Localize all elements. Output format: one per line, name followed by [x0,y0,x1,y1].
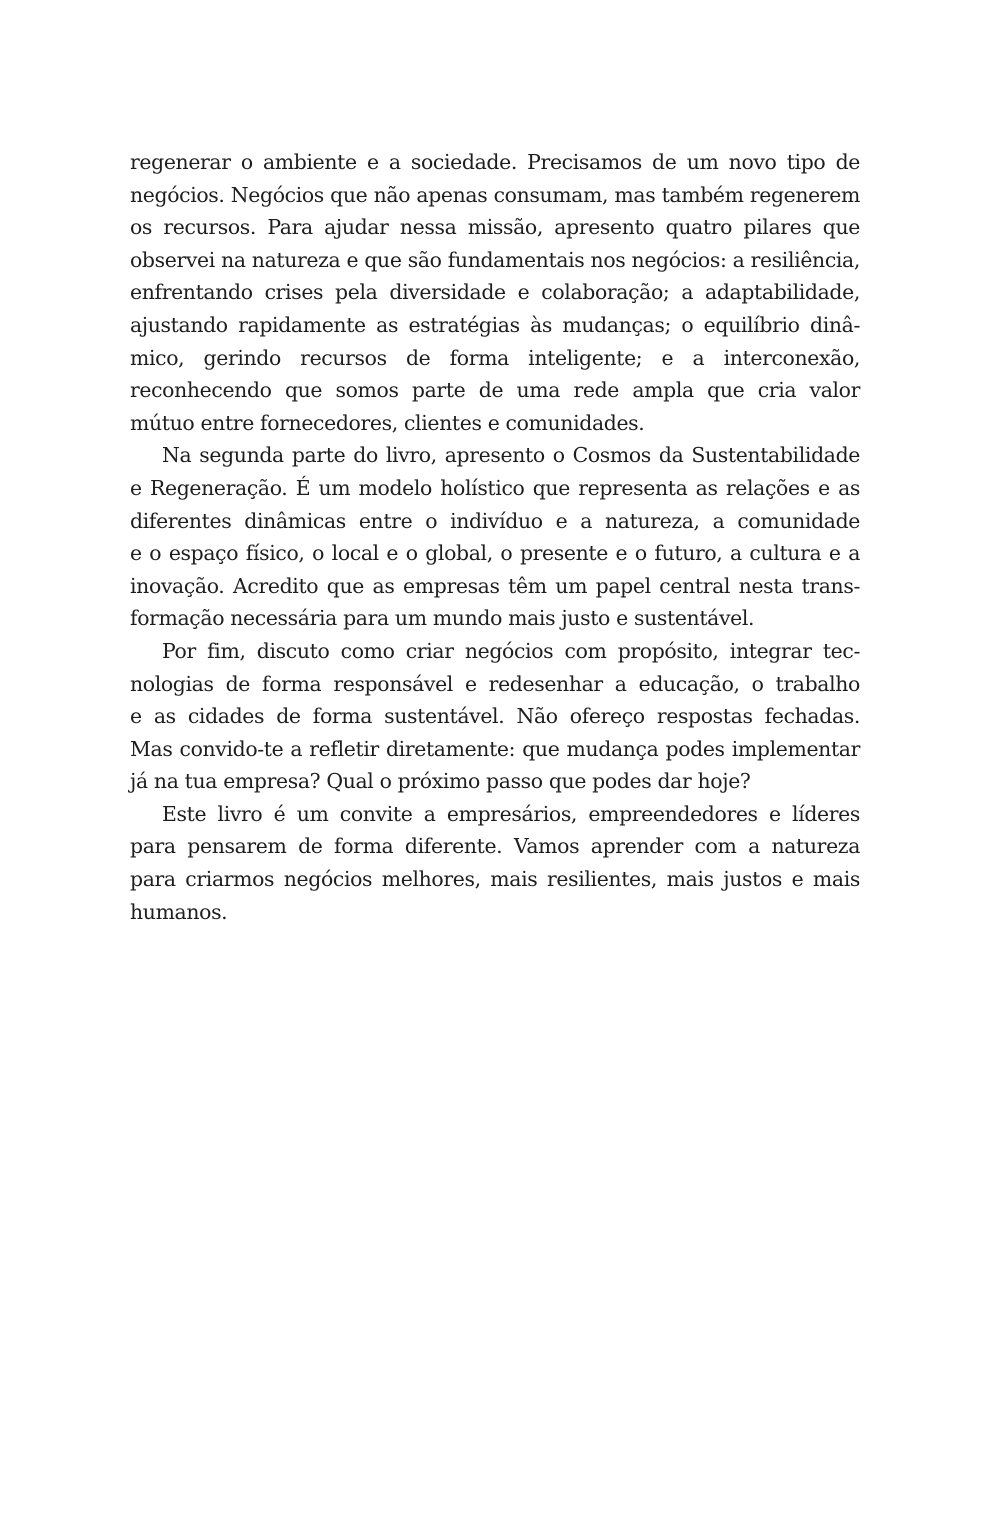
text-line: regenerar o ambiente e a sociedade. Precisamos de um novo tipo de [130,150,860,174]
text-line: Na segunda parte do livro, apresento o Cosmos da Sustentabilidade [162,443,860,468]
text-line: humanos. [130,899,228,924]
paragraph-1 [130,146,860,439]
text-line: inovação. Acredito que as empresas têm um papel central nesta trans- [130,573,860,598]
text-line: negócios. Negócios que não apenas consumam, mas também regenerem [130,182,860,207]
text-line: para criarmos negócios melhores, mais resilientes, mais justos e mais [130,867,860,892]
body-text [130,146,860,928]
text-line: Mas convido-te a refletir diretamente: que mudança podes implementar [130,736,860,761]
paragraph-4 [130,798,860,928]
text-line: e as cidades de forma sustentável. Não ofereço respostas fechadas. [130,704,860,729]
text-line: enfrentando crises pela diversidade e colaboração; a adaptabilidade, [130,280,860,305]
paragraph-3 [130,635,860,798]
text-line: e o espaço físico, o local e o global, o presente e o futuro, a cultura e a [130,541,860,566]
text-line: nologias de forma responsável e redesenhar a educação, o trabalho [130,671,860,696]
paragraph-2 [130,439,860,635]
text-line: mico, gerindo recursos de forma inteligente; e a interconexão, [130,345,860,370]
text-line: mútuo entre fornecedores, clientes e comunidades. [130,410,645,435]
text-line: ajustando rapidamente as estratégias às mudanças; o equilíbrio dinâ- [130,312,860,337]
text-line: Este livro é um convite a empresários, empreendedores e líderes [162,801,860,826]
text-line: formação necessária para um mundo mais justo e sustentável. [130,606,755,631]
text-line: Por fim, discuto como criar negócios com propósito, integrar tec- [162,638,860,663]
text-line: e Regeneração. É um modelo holístico que representa as relações e as [130,475,860,500]
text-line: diferentes dinâmicas entre o indivíduo e a natureza, a comunidade [130,508,860,533]
text-line: os recursos. Para ajudar nessa missão, apresento quatro pilares que [130,215,860,240]
text-line: reconhecendo que somos parte de uma rede ampla que cria valor [130,378,860,403]
text-line: para pensarem de forma diferente. Vamos aprender com a natureza [130,834,860,859]
text-line: já na tua empresa? Qual o próximo passo que podes dar hoje? [130,769,751,794]
text-line: observei na natureza e que são fundamentais nos negócios: a resiliência, [130,247,860,272]
